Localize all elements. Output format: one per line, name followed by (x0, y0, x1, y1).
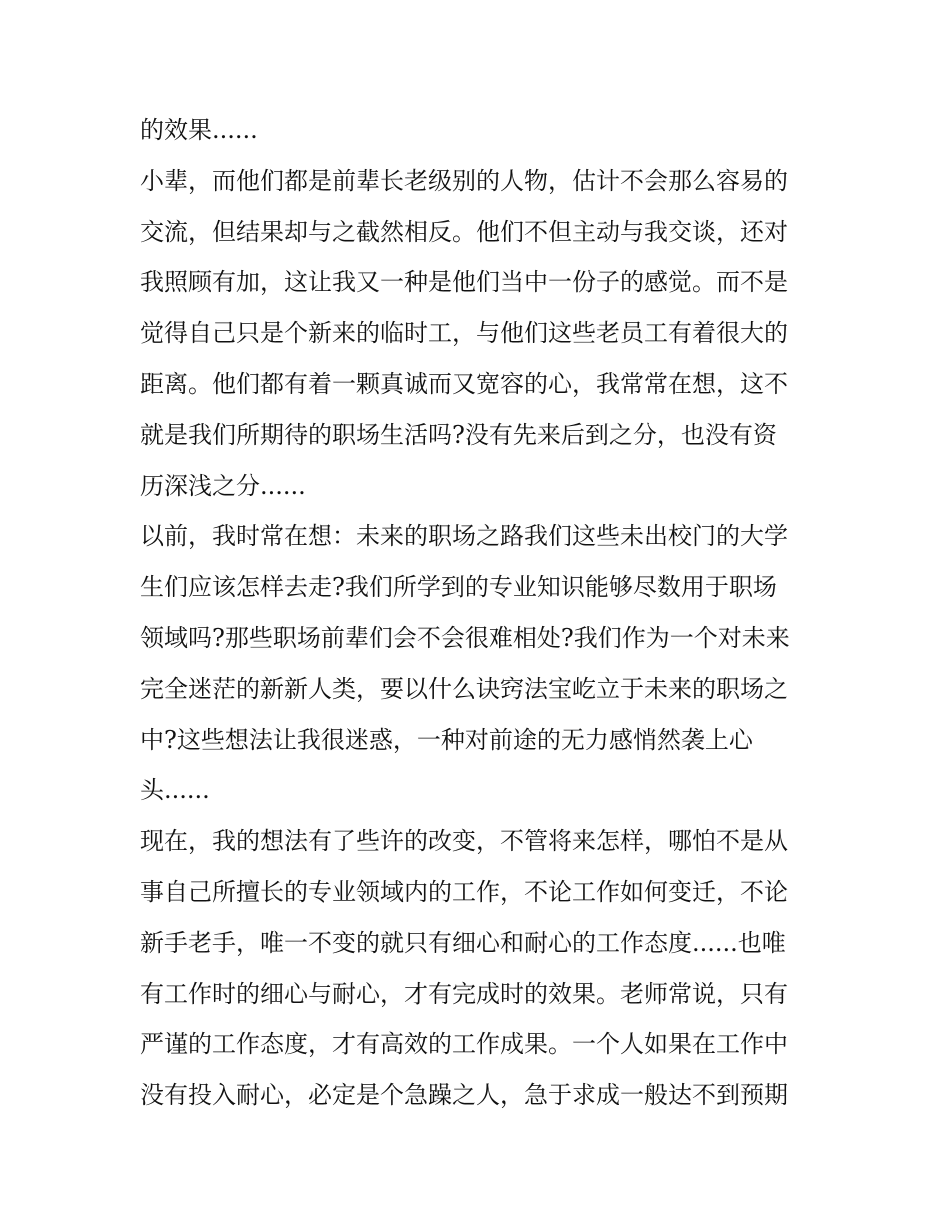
text-line: 完全迷茫的新新人类，要以什么诀窍法宝屹立于未来的职场之 (140, 674, 788, 703)
text-line: 现在，我的想法有了些许的改变，不管将来怎样，哪怕不是从 (140, 827, 788, 856)
text-line: 的效果...... (140, 116, 258, 144)
text-line: 新手老手，唯一不变的就只有细心和耐心的工作态度......也唯 (140, 928, 786, 957)
text-line: 以前，我时常在想：未来的职场之路我们这些未出校门的大学 (140, 522, 788, 551)
text-line: 严谨的工作态度，才有高效的工作成果。一个人如果在工作中 (140, 1030, 788, 1059)
text-line: 领域吗?那些职场前辈们会不会很难相处?我们作为一个对未来 (140, 623, 790, 652)
document-body (140, 105, 820, 1121)
text-line: 觉得自己只是个新来的临时工，与他们这些老员工有着很大的 (140, 319, 788, 348)
text-line: 距离。他们都有着一颗真诚而又宽容的心，我常常在想，这不 (140, 369, 788, 398)
text-line: 头...... (140, 776, 210, 805)
text-line: 中?这些想法让我很迷惑，一种对前途的无力感悄然袭上心 (140, 725, 753, 754)
text-line: 没有投入耐心，必定是个急躁之人，急于求成一般达不到预期 (140, 1081, 788, 1110)
text-line: 我照顾有加，这让我又一种是他们当中一份子的感觉。而不是 (140, 268, 788, 297)
text-line: 交流，但结果却与之截然相反。他们不但主动与我交谈，还对 (140, 217, 788, 246)
text-line: 事自己所擅长的专业领域内的工作，不论工作如何变迁，不论 (140, 877, 788, 906)
text-line: 有工作时的细心与耐心，才有完成时的效果。老师常说，只有 (140, 979, 788, 1008)
text-line: 生们应该怎样去走?我们所学到的专业知识能够尽数用于职场 (140, 573, 777, 602)
text-line: 就是我们所期待的职场生活吗?没有先来后到之分，也没有资 (140, 420, 777, 449)
text-line: 历深浅之分...... (140, 471, 306, 500)
text-line: 小辈，而他们都是前辈长老级别的人物，估计不会那么容易的 (140, 166, 788, 195)
